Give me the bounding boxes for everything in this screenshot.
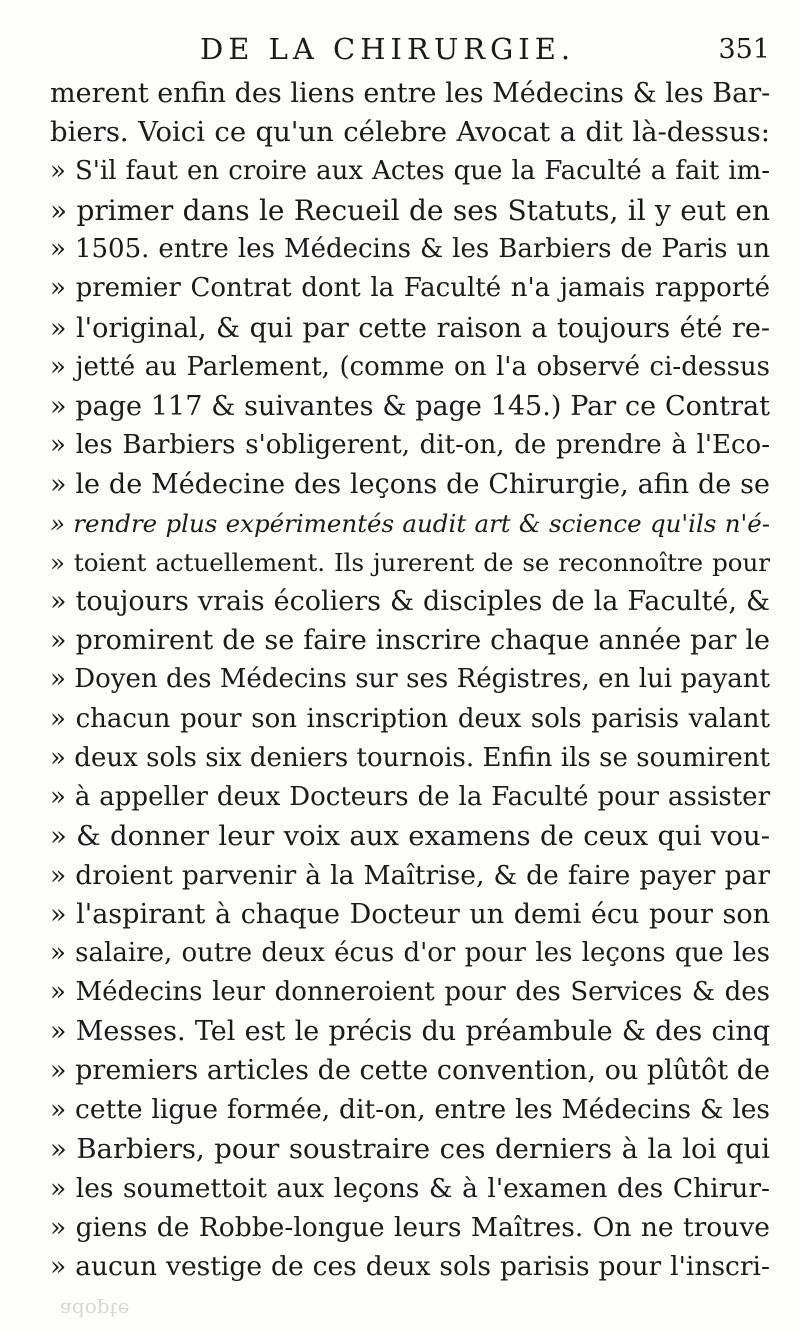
text-line: biers. Voici ce qu'un célebre Avocat a dit là-dessus: — [50, 116, 770, 149]
body-text — [50, 74, 770, 1286]
text-line: » premiers articles de cette convention, ou plûtôt de — [50, 1055, 770, 1087]
text-line: » promirent de se faire inscrire chaque année par le — [50, 625, 770, 657]
text-line: » à appeller deux Docteurs de la Faculté pour assister — [50, 781, 770, 812]
text-line: » & donner leur voix aux examens de ceux qui vou- — [50, 819, 770, 852]
text-line: » primer dans le Recueil de ses Statuts, il y eut en — [50, 194, 770, 228]
page-header — [0, 28, 800, 70]
text-line: » droient parvenir à la Maîtrise, & de faire payer par — [50, 859, 770, 891]
text-line: » giens de Robbe-longue leurs Maîtres. On ne trouve — [50, 1211, 770, 1243]
text-line: » Messes. Tel est le précis du préambule & des cinq — [50, 1016, 770, 1048]
text-line: » aucun vestige de ces deux sols parisis pour l'inscri- — [50, 1250, 770, 1282]
page-number: 351 — [718, 34, 770, 65]
text-line: » toient actuellement. Ils jurerent de se reconnoître pour — [50, 548, 770, 578]
text-line: » cette ligue formée, dit-on, entre les Médecins & les — [50, 1094, 770, 1126]
bleed-through-text: adopte — [60, 1298, 130, 1322]
running-head: DE LA CHIRURGIE. — [200, 32, 576, 66]
text-line: » 1505. entre les Médecins & les Barbiers de Paris un — [50, 234, 770, 265]
text-line: » page 117 & suivantes & page 145.) Par ce Contrat — [50, 390, 770, 422]
text-line: merent enfin des liens entre les Médecins & les Bar- — [50, 78, 771, 109]
text-line: » les soumettoit aux leçons & à l'examen des Chirur- — [50, 1172, 770, 1204]
text-line: » premier Contrat dont la Faculté n'a jamais rapporté — [50, 273, 770, 304]
text-line: » deux sols six deniers tournois. Enfin ils se soumirent — [50, 742, 770, 773]
text-line: » Barbiers, pour soustraire ces derniers à la loi qui — [50, 1132, 770, 1165]
text-line: » chacun pour son inscription deux sols parisis valant — [50, 703, 770, 734]
text-line: » le de Médecine des leçons de Chirurgie, afin de se — [50, 468, 770, 500]
text-line: » Médecins leur donneroient pour des Services & des — [50, 977, 770, 1008]
text-line: » les Barbiers s'obligerent, dit-on, de prendre à l'Eco- — [50, 429, 770, 460]
text-line: » l'original, & qui par cette raison a toujours été re- — [50, 312, 770, 344]
text-line: » S'il faut en croire aux Actes que la Faculté a fait im- — [50, 156, 770, 187]
text-line: » toujours vrais écoliers & disciples de la Faculté, & — [50, 586, 770, 618]
text-line: » l'aspirant à chaque Docteur un demi écu pour son — [50, 898, 770, 930]
text-line: » Doyen des Médecins sur ses Régistres, en lui payant — [50, 664, 770, 695]
text-line: » salaire, outre deux écus d'or pour les leçons que les — [50, 938, 770, 969]
text-line: » jetté au Parlement, (comme on l'a observé ci-dessus — [50, 351, 770, 382]
text-line-italic: » rendre plus expérimentés audit art & science qu'ils n'é- — [50, 509, 770, 539]
